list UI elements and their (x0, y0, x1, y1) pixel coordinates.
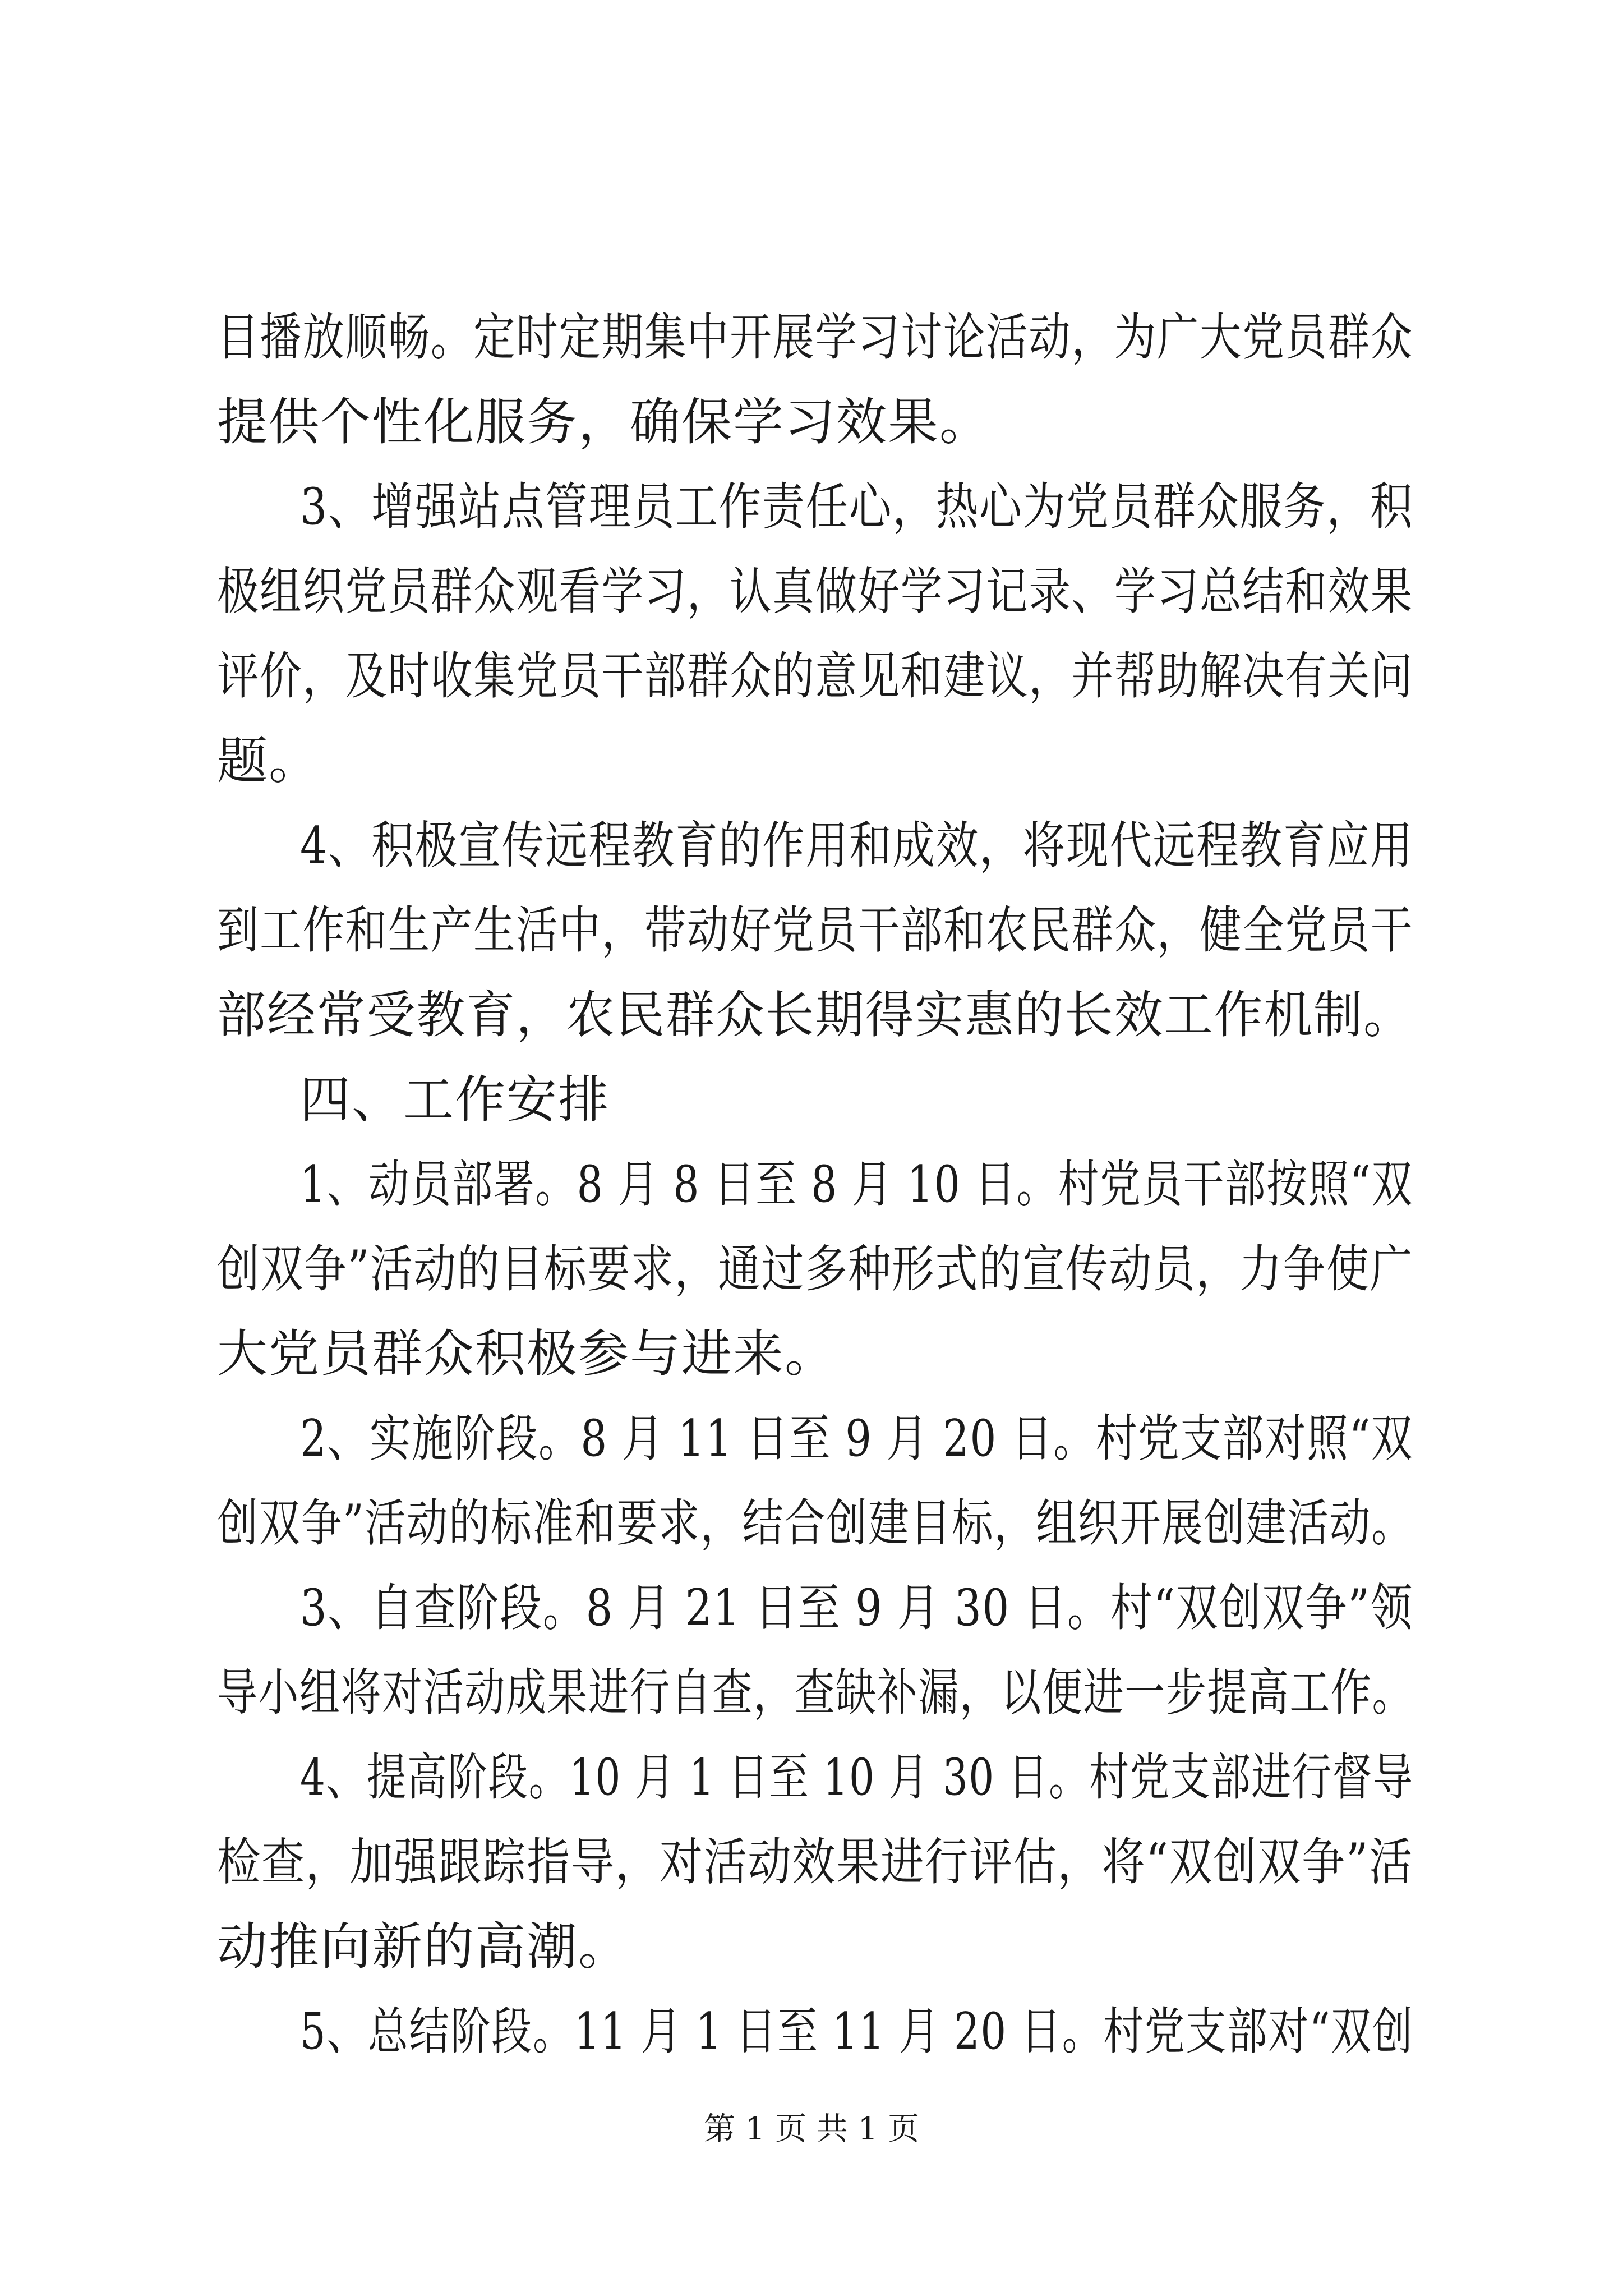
body-line-12: 创双争”活动的目标要求，通过多种形式的宣传动员，力争使广 (217, 1240, 1413, 1299)
body-line-19: 检查，加强跟踪指导，对活动效果进行评估，将“双创双争”活 (217, 1833, 1413, 1892)
body-line-11: 1、动员部署。8 月 8 日至 8 月 10 日。村党员干部按照“双 (300, 1155, 1413, 1214)
body-line-4: 极组织党员群众观看学习，认真做好学习记录、学习总结和效果 (217, 562, 1413, 621)
body-line-18: 4、提高阶段。10 月 1 日至 10 月 30 日。村党支部进行督导 (300, 1748, 1414, 1807)
body-line-1: 目播放顺畅。定时定期集中开展学习讨论活动，为广大党员群众 (217, 308, 1413, 367)
body-line-17: 导小组将对活动成果进行自查，查缺补漏，以便进一步提高工作。 (217, 1663, 1414, 1722)
section-heading: 四、工作安排 (300, 1070, 610, 1129)
body-line-2: 提供个性化服务，确保学习效果。 (217, 393, 991, 452)
body-line-9: 部经常受教育，农民群众长期得实惠的长效工作机制。 (217, 986, 1413, 1045)
body-line-16: 3、自查阶段。8 月 21 日至 9 月 30 日。村“双创双争”领 (300, 1579, 1414, 1637)
body-line-21: 5、总结阶段。11 月 1 日至 11 月 20 日。村党支部对“双创 (300, 2002, 1414, 2061)
body-line-20: 动推向新的高潮。 (217, 1917, 630, 1976)
page-number-footer: 第 1 页 共 1 页 (703, 2111, 920, 2147)
body-line-5: 评价，及时收集党员干部群众的意见和建议，并帮助解决有关问 (217, 647, 1413, 706)
body-line-3: 3、增强站点管理员工作责任心，热心为党员群众服务，积 (300, 477, 1414, 536)
body-line-13: 大党员群众积极参与进来。 (217, 1324, 836, 1383)
body-line-15: 创双争”活动的标准和要求，结合创建目标，组织开展创建活动。 (217, 1494, 1414, 1553)
body-line-14: 2、实施阶段。8 月 11 日至 9 月 20 日。村党支部对照“双 (300, 1409, 1414, 1468)
body-line-6: 题。 (217, 731, 320, 790)
body-line-8: 到工作和生产生活中，带动好党员干部和农民群众，健全党员干 (217, 901, 1413, 960)
body-line-7: 4、积极宣传远程教育的作用和成效，将现代远程教育应用 (300, 816, 1414, 875)
